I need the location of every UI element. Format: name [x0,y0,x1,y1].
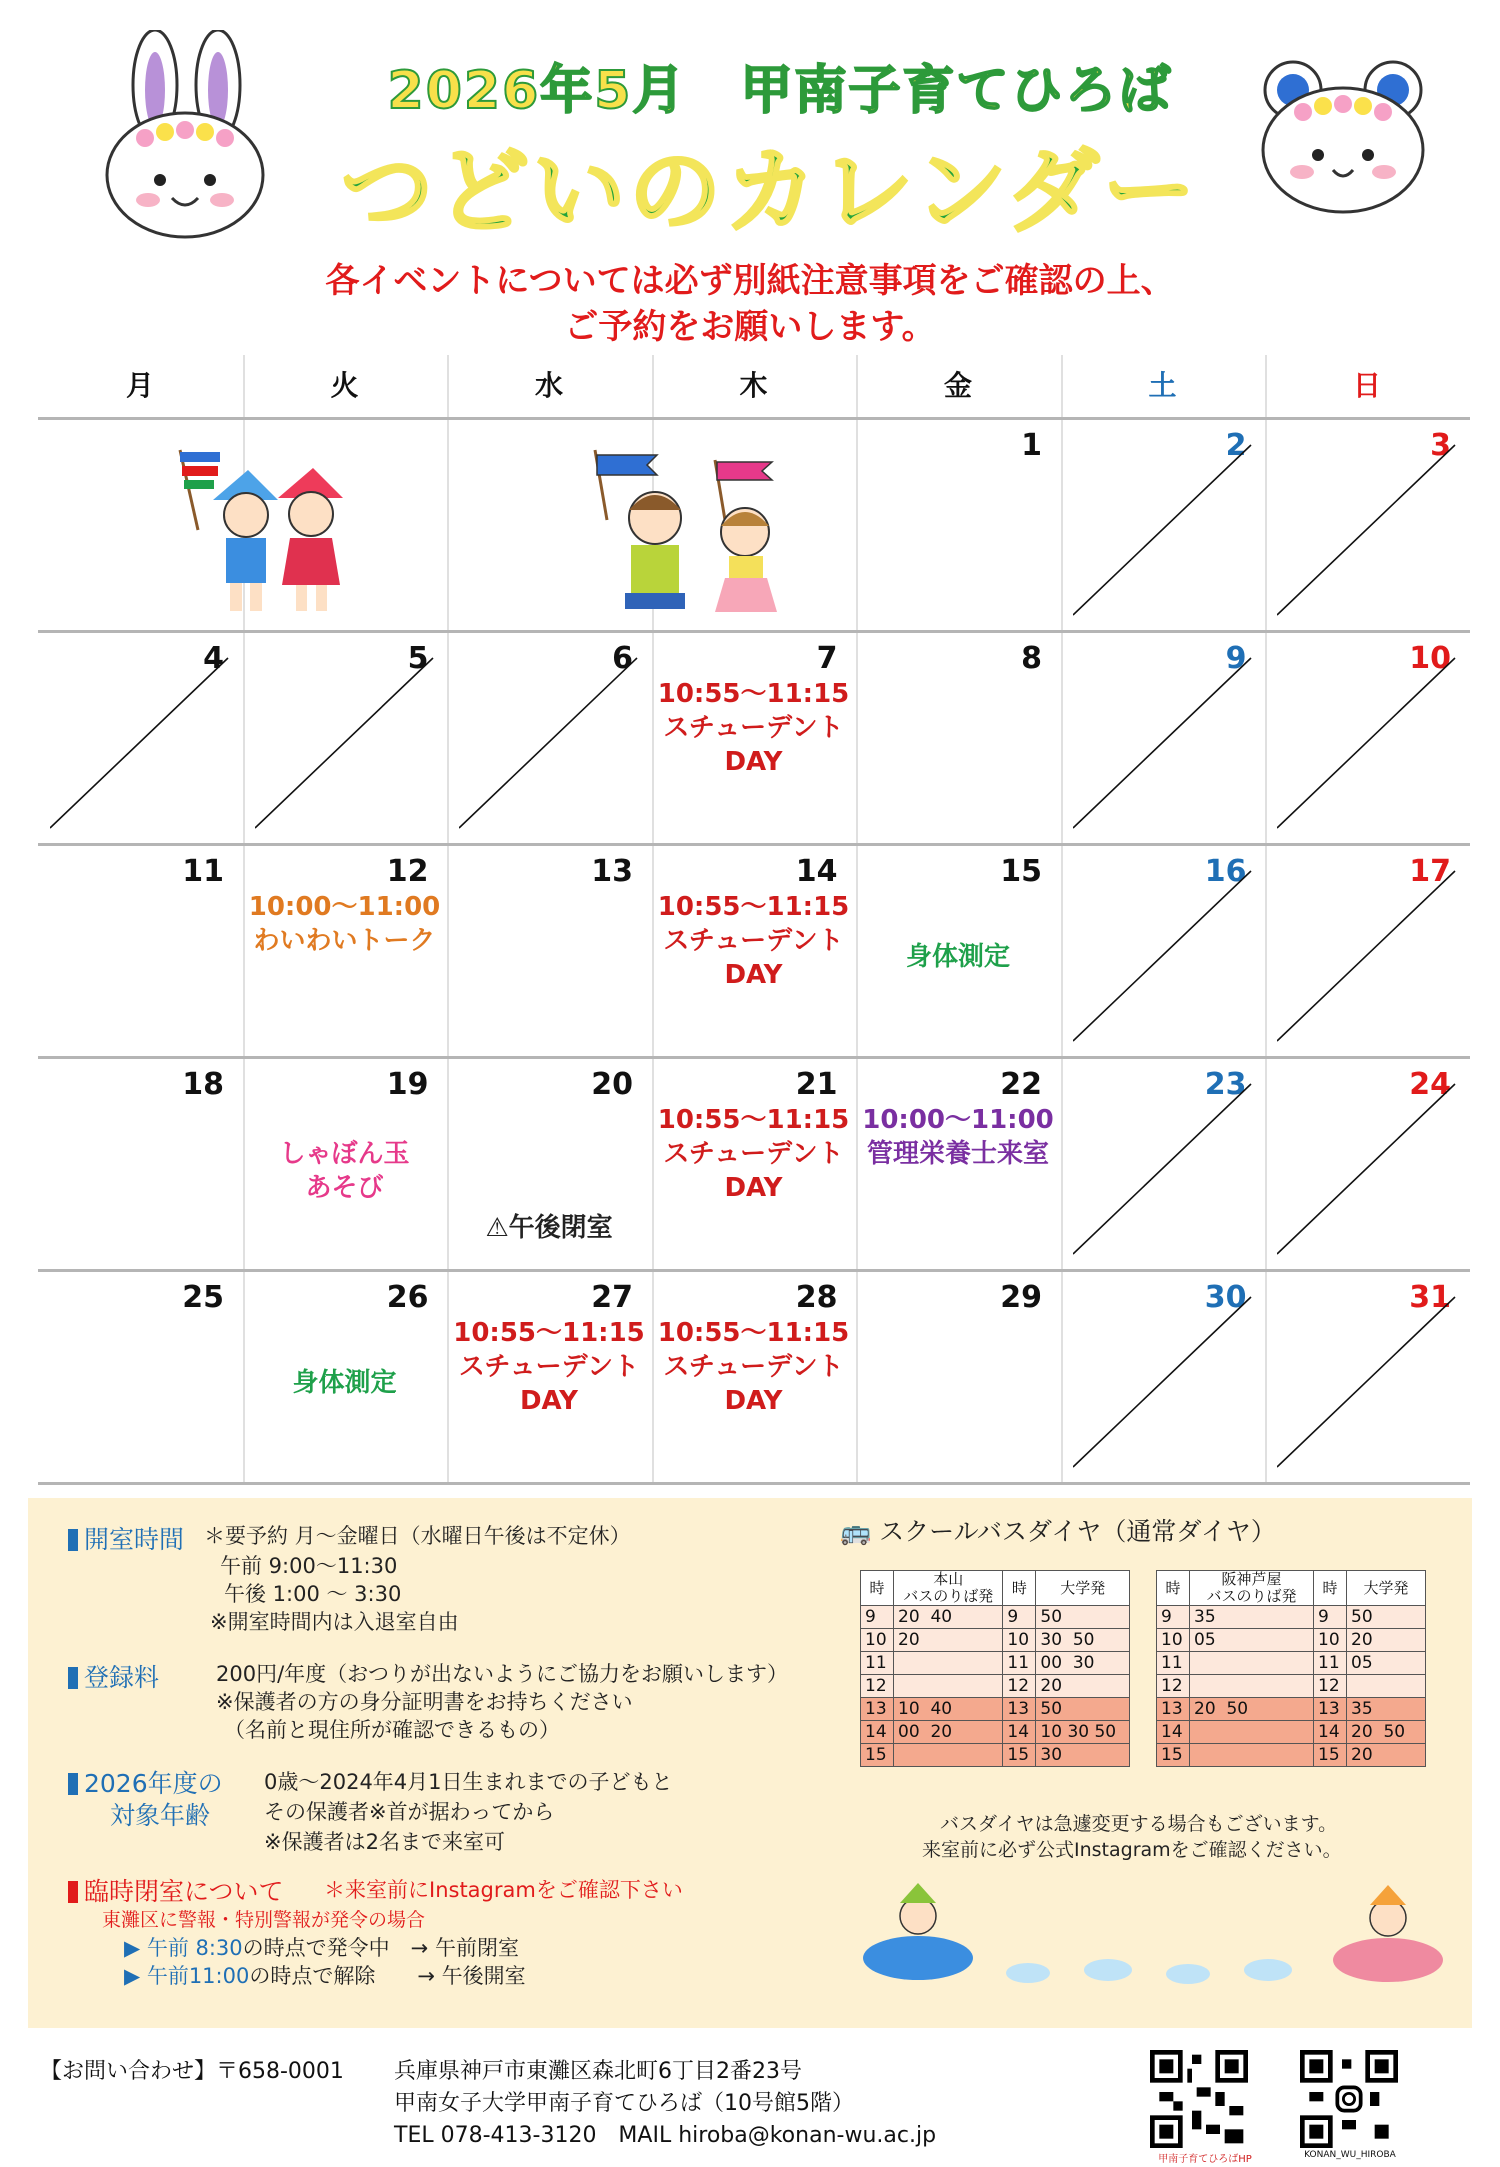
day-number: 15 [1000,854,1042,889]
hours-am: 午前 9:00～11:30 [220,1554,398,1578]
qr-instagram-label: KONAN_WU_HIROBA [1304,2150,1396,2160]
bus-cell: 20 [894,1629,1003,1652]
day-number: 21 [795,1067,838,1102]
bus-cell: 12 [1157,1675,1190,1698]
day-number: 30 [1204,1280,1247,1315]
event-name: 身体測定 [905,942,1010,972]
day-cell[interactable] [1265,633,1469,845]
bus-header-cell: 時 [1003,1571,1036,1606]
qr-code-hp[interactable] [1150,2050,1248,2148]
day-cell[interactable] [38,633,242,845]
closed-day-slash [1073,653,1253,833]
event-name: スチューデント [663,713,844,743]
day-cell[interactable] [856,1272,1060,1484]
day-cell[interactable] [1265,846,1469,1058]
bus-cell: 20 [1347,1629,1426,1652]
bunny-illustration [100,30,270,240]
bus-cell: 11 [1314,1652,1347,1675]
day-number: 20 [591,1067,633,1102]
day-number: 9 [1225,641,1247,676]
bus-cell: 9 [861,1606,894,1629]
bus-cell: 13 [1003,1698,1036,1721]
event-name: スチューデント [663,1352,844,1382]
day-number: 13 [591,854,633,889]
day-cell[interactable] [243,633,447,845]
temp-closure-line-3: ▶ 午前11:00の時点で解除 → 午後開室 [124,1964,526,1988]
closed-day-slash [1073,1292,1253,1472]
event-extra: DAY [724,1386,783,1416]
fee-line-2: ※保護者の方の身分証明書をお持ちください [216,1690,633,1714]
day-cell[interactable] [856,420,1060,632]
bus-cell: 10 30 50 [1036,1721,1130,1744]
bus-cell [1347,1675,1426,1698]
bus-row [1157,1698,1426,1721]
bus-cell: 50 [1347,1606,1426,1629]
bus-table-header [1157,1571,1426,1606]
day-number: 25 [182,1280,224,1315]
bus-row [861,1675,1130,1698]
event-time: 10:00～11:00 [248,892,441,922]
notice-text [250,258,1250,350]
closed-day-slash [1277,1292,1457,1472]
bus-cell: 10 40 [894,1698,1003,1721]
day-number: 18 [182,1067,224,1102]
bus-cell: 15 [1003,1744,1036,1767]
closed-day-slash [1277,866,1457,1046]
closed-day-slash [1277,1079,1457,1259]
age-line-3: ※保護者は2名まで来室可 [264,1830,505,1854]
bus-cell: 20 50 [1190,1698,1314,1721]
children-carp-streamer-illustration-1 [168,440,368,620]
title-month: 2026年5月 甲南子育てひろば [387,61,1173,121]
event-extra: DAY [724,1173,783,1203]
temp-closure-line-1: 東灘区に警報・特別警報が発令の場合 [102,1909,426,1931]
bus-row [1157,1606,1426,1629]
bus-cell: 13 [1314,1698,1347,1721]
age-line-1: 0歳～2024年4月1日生まれまでの子どもと [264,1770,673,1794]
bus-cell: 14 [1314,1721,1347,1744]
day-cell[interactable] [243,846,447,1058]
day-cell[interactable] [447,633,651,845]
event-name: 身体測定 [292,1368,397,1398]
day-number: 22 [1000,1067,1042,1102]
temp-closure-note: ＊来室前にInstagramをご確認下さい [324,1878,683,1902]
closed-day-slash [1277,653,1457,833]
event-name: スチューデント [663,926,844,956]
closed-day-slash [1073,1079,1253,1259]
bus-cell: 15 [861,1744,894,1767]
bus-cell [1190,1744,1314,1767]
bus-cell [894,1744,1003,1767]
event-extra: DAY [519,1386,579,1416]
day-cell[interactable] [1265,420,1469,632]
bus-cell: 30 50 [1036,1629,1130,1652]
bus-cell: 12 [1314,1675,1347,1698]
bus-row [861,1629,1130,1652]
bus-row [1157,1721,1426,1744]
bus-row [1157,1629,1426,1652]
day-cell[interactable] [856,846,1060,1058]
day-number: 8 [1021,641,1042,676]
qr-hp-label: 甲南子育てひろばHP [1158,2154,1252,2165]
closed-day-slash [255,653,435,833]
closed-day-slash [50,653,230,833]
day-cell[interactable] [243,1059,447,1271]
weekday-header: 金 [943,369,972,402]
bus-cell: 11 [1003,1652,1036,1675]
day-number: 4 [203,641,224,676]
day-cell[interactable] [1265,1272,1469,1484]
day-number: 24 [1409,1067,1451,1102]
qr-code-instagram[interactable] [1300,2050,1398,2148]
day-number: 6 [612,641,633,676]
event-name: しゃぼん玉 [279,1139,410,1169]
bus-cell: 9 [1003,1606,1036,1629]
age-line-2: その保護者※首が据わってから [264,1800,555,1824]
day-number: 10 [1409,641,1451,676]
day-cell[interactable] [856,633,1060,845]
bus-cell: 14 [1157,1721,1190,1744]
day-cell[interactable] [1061,1059,1265,1271]
bus-note-2: 来室前に必ず公式Instagramをご確認ください。 [922,1839,1342,1861]
day-cell[interactable] [447,1059,651,1271]
day-cell[interactable] [38,1059,242,1271]
bus-cell: 15 [1314,1744,1347,1767]
day-cell[interactable] [652,1272,856,1484]
bus-row [861,1652,1130,1675]
bus-table-header [861,1571,1130,1606]
children-carp-streamer-illustration-2 [565,440,805,630]
day-cell[interactable] [1265,1059,1469,1271]
bus-cell: 10 [1003,1629,1036,1652]
bus-cell: 12 [1003,1675,1036,1698]
fee-heading: 登録料 [68,1658,159,1694]
title-calendar: つどいのカレンダー [340,138,1200,245]
day-number: 19 [386,1067,429,1102]
contact-tel-mail: TEL 078-413-3120 MAIL hiroba@konan-wu.ac.jp [394,2123,937,2148]
day-cell[interactable] [447,1272,651,1484]
day-number: 3 [1430,428,1451,463]
bus-row [861,1721,1130,1744]
bus-cell: 13 [861,1698,894,1721]
weekday-header: 土 [1148,369,1177,402]
day-number: 31 [1409,1280,1451,1315]
bus-cell [894,1675,1003,1698]
bus-header-cell: 本山 バスのりば発 [894,1571,1003,1606]
weekday-header: 月 [125,369,154,402]
bus-cell: 12 [861,1675,894,1698]
fee-line-3: （名前と現住所が確認できるもの） [224,1718,560,1742]
bus-cell: 9 [1157,1606,1190,1629]
info-panel [28,1498,1472,2028]
day-cell[interactable] [38,1272,242,1484]
day-cell[interactable] [447,846,651,1058]
event-name: わいわいトーク [253,926,436,956]
day-number: 11 [182,854,224,889]
closed-day-slash [1277,440,1457,620]
bus-cell: 20 40 [894,1606,1003,1629]
event-extra: DAY [724,960,783,990]
day-number: 23 [1204,1067,1247,1102]
age-heading: 2026年度の [68,1764,223,1800]
bus-row [861,1698,1130,1721]
bus-row [861,1606,1130,1629]
bus-table-motoyama [860,1570,1130,1767]
bus-header-cell: 時 [861,1571,894,1606]
contact-label: 【お問い合わせ】〒658-0001 [40,2059,344,2084]
hours-heading: 開室時間 [68,1520,184,1556]
bus-header-cell: 阪神芦屋 バスのりば発 [1190,1571,1314,1606]
child-riding-carp-illustration [858,1878,1458,1998]
bus-cell: 13 [1157,1698,1190,1721]
hours-free: ※開室時間内は入退室自由 [210,1610,459,1634]
bus-icon: 🚌 [840,1517,872,1546]
notice-line-2: ご予約をお願いします。 [564,307,936,347]
notice-line-1: 各イベントについては必ず別紙注意事項をご確認の上、 [325,261,1175,301]
weekday-header: 火 [330,369,359,402]
bus-heading: 🚌 スクールバスダイヤ（通常ダイヤ） [840,1517,1276,1546]
temp-closure-line-2: ▶ 午前 8:30の時点で発令中 → 午前閉室 [124,1936,519,1960]
age-heading-2: 対象年齢 [110,1801,211,1830]
closed-day-slash [459,653,639,833]
day-cell[interactable] [38,846,242,1058]
bus-cell: 20 50 [1347,1721,1426,1744]
day-number: 7 [816,641,838,676]
bus-table-ashiya [1156,1570,1426,1767]
day-cell[interactable] [1061,633,1265,845]
event-name: スチューデント [663,1139,844,1169]
day-number: 2 [1225,428,1247,463]
bus-cell [1190,1721,1314,1744]
weekday-header: 日 [1352,369,1381,402]
bus-cell: 30 [1036,1744,1130,1767]
temp-closure-heading: 臨時閉室について [68,1872,284,1908]
bus-cell: 20 [1347,1744,1426,1767]
bus-header-cell: 時 [1314,1571,1347,1606]
day-number: 27 [591,1280,633,1315]
bus-header-cell: 大学発 [1036,1571,1130,1606]
event-time: 10:55～11:15 [453,1318,645,1348]
event-time: 10:00～11:00 [862,1105,1054,1135]
event-time: 10:55～11:15 [657,892,850,922]
event-time: 10:55～11:15 [657,1105,850,1135]
day-number: 16 [1204,854,1247,889]
fee-line-1: 200円/年度（おつりが出ないようにご協力をお願いします） [216,1662,788,1686]
bus-cell: 05 [1190,1629,1314,1652]
bus-cell: 15 [1157,1744,1190,1767]
day-number: 1 [1021,428,1042,463]
day-cell[interactable] [1061,420,1265,632]
day-cell[interactable] [652,846,856,1058]
event-time: 10:55～11:15 [657,679,850,709]
hours-pm: 午後 1:00 ～ 3:30 [224,1582,402,1606]
bus-cell [1190,1675,1314,1698]
bus-row [1157,1652,1426,1675]
bus-cell: 14 [1003,1721,1036,1744]
bus-cell: 20 [1036,1675,1130,1698]
day-cell[interactable] [243,1272,447,1484]
bus-cell: 11 [861,1652,894,1675]
day-cell[interactable] [1061,846,1265,1058]
event-name: 管理栄養士来室 [866,1139,1049,1169]
afternoon-closed-note: ⚠午後閉室 [485,1213,613,1243]
day-number: 17 [1409,854,1451,889]
bear-illustration [1258,50,1428,220]
bus-cell: 35 [1347,1698,1426,1721]
day-number: 29 [1000,1280,1042,1315]
bus-cell: 50 [1036,1606,1130,1629]
bus-cell: 14 [861,1721,894,1744]
bus-cell: 00 30 [1036,1652,1130,1675]
weekday-header: 水 [534,369,563,402]
event-name: スチューデント [458,1352,640,1382]
closed-day-slash [1073,440,1253,620]
day-number: 5 [407,641,429,676]
bus-cell: 05 [1347,1652,1426,1675]
event-extra: DAY [724,747,783,777]
bus-row [1157,1744,1426,1767]
day-cell[interactable] [856,1059,1060,1271]
bus-cell: 11 [1157,1652,1190,1675]
bus-note-1: バスダイヤは急遽変更する場合もございます。 [940,1813,1338,1835]
bus-row [1157,1675,1426,1698]
event-time: 10:55～11:15 [657,1318,850,1348]
event-extra: あそび [305,1173,384,1203]
day-number: 14 [795,854,838,889]
bus-cell: 10 [1157,1629,1190,1652]
day-cell[interactable] [1061,1272,1265,1484]
day-number: 12 [386,854,429,889]
contact-facility: 甲南女子大学甲南子育てひろば（10号館5階） [394,2091,854,2116]
bus-header-cell: 時 [1157,1571,1190,1606]
hours-note: ＊要予約 月～金曜日（水曜日午後は不定休） [204,1524,631,1548]
bus-header-cell: 大学発 [1347,1571,1426,1606]
bus-cell: 9 [1314,1606,1347,1629]
day-number: 28 [795,1280,838,1315]
bus-cell: 35 [1190,1606,1314,1629]
bus-row [861,1744,1130,1767]
weekday-header: 木 [739,369,768,402]
bus-cell: 00 20 [894,1721,1003,1744]
bus-cell [894,1652,1003,1675]
bus-cell: 10 [861,1629,894,1652]
day-cell[interactable] [652,633,856,845]
day-number: 26 [386,1280,429,1315]
bus-cell: 10 [1314,1629,1347,1652]
bus-cell: 50 [1036,1698,1130,1721]
day-cell[interactable] [652,1059,856,1271]
bus-cell [1190,1652,1314,1675]
contact-address: 兵庫県神戸市東灘区森北町6丁目2番23号 [394,2059,802,2084]
closed-day-slash [1073,866,1253,1046]
